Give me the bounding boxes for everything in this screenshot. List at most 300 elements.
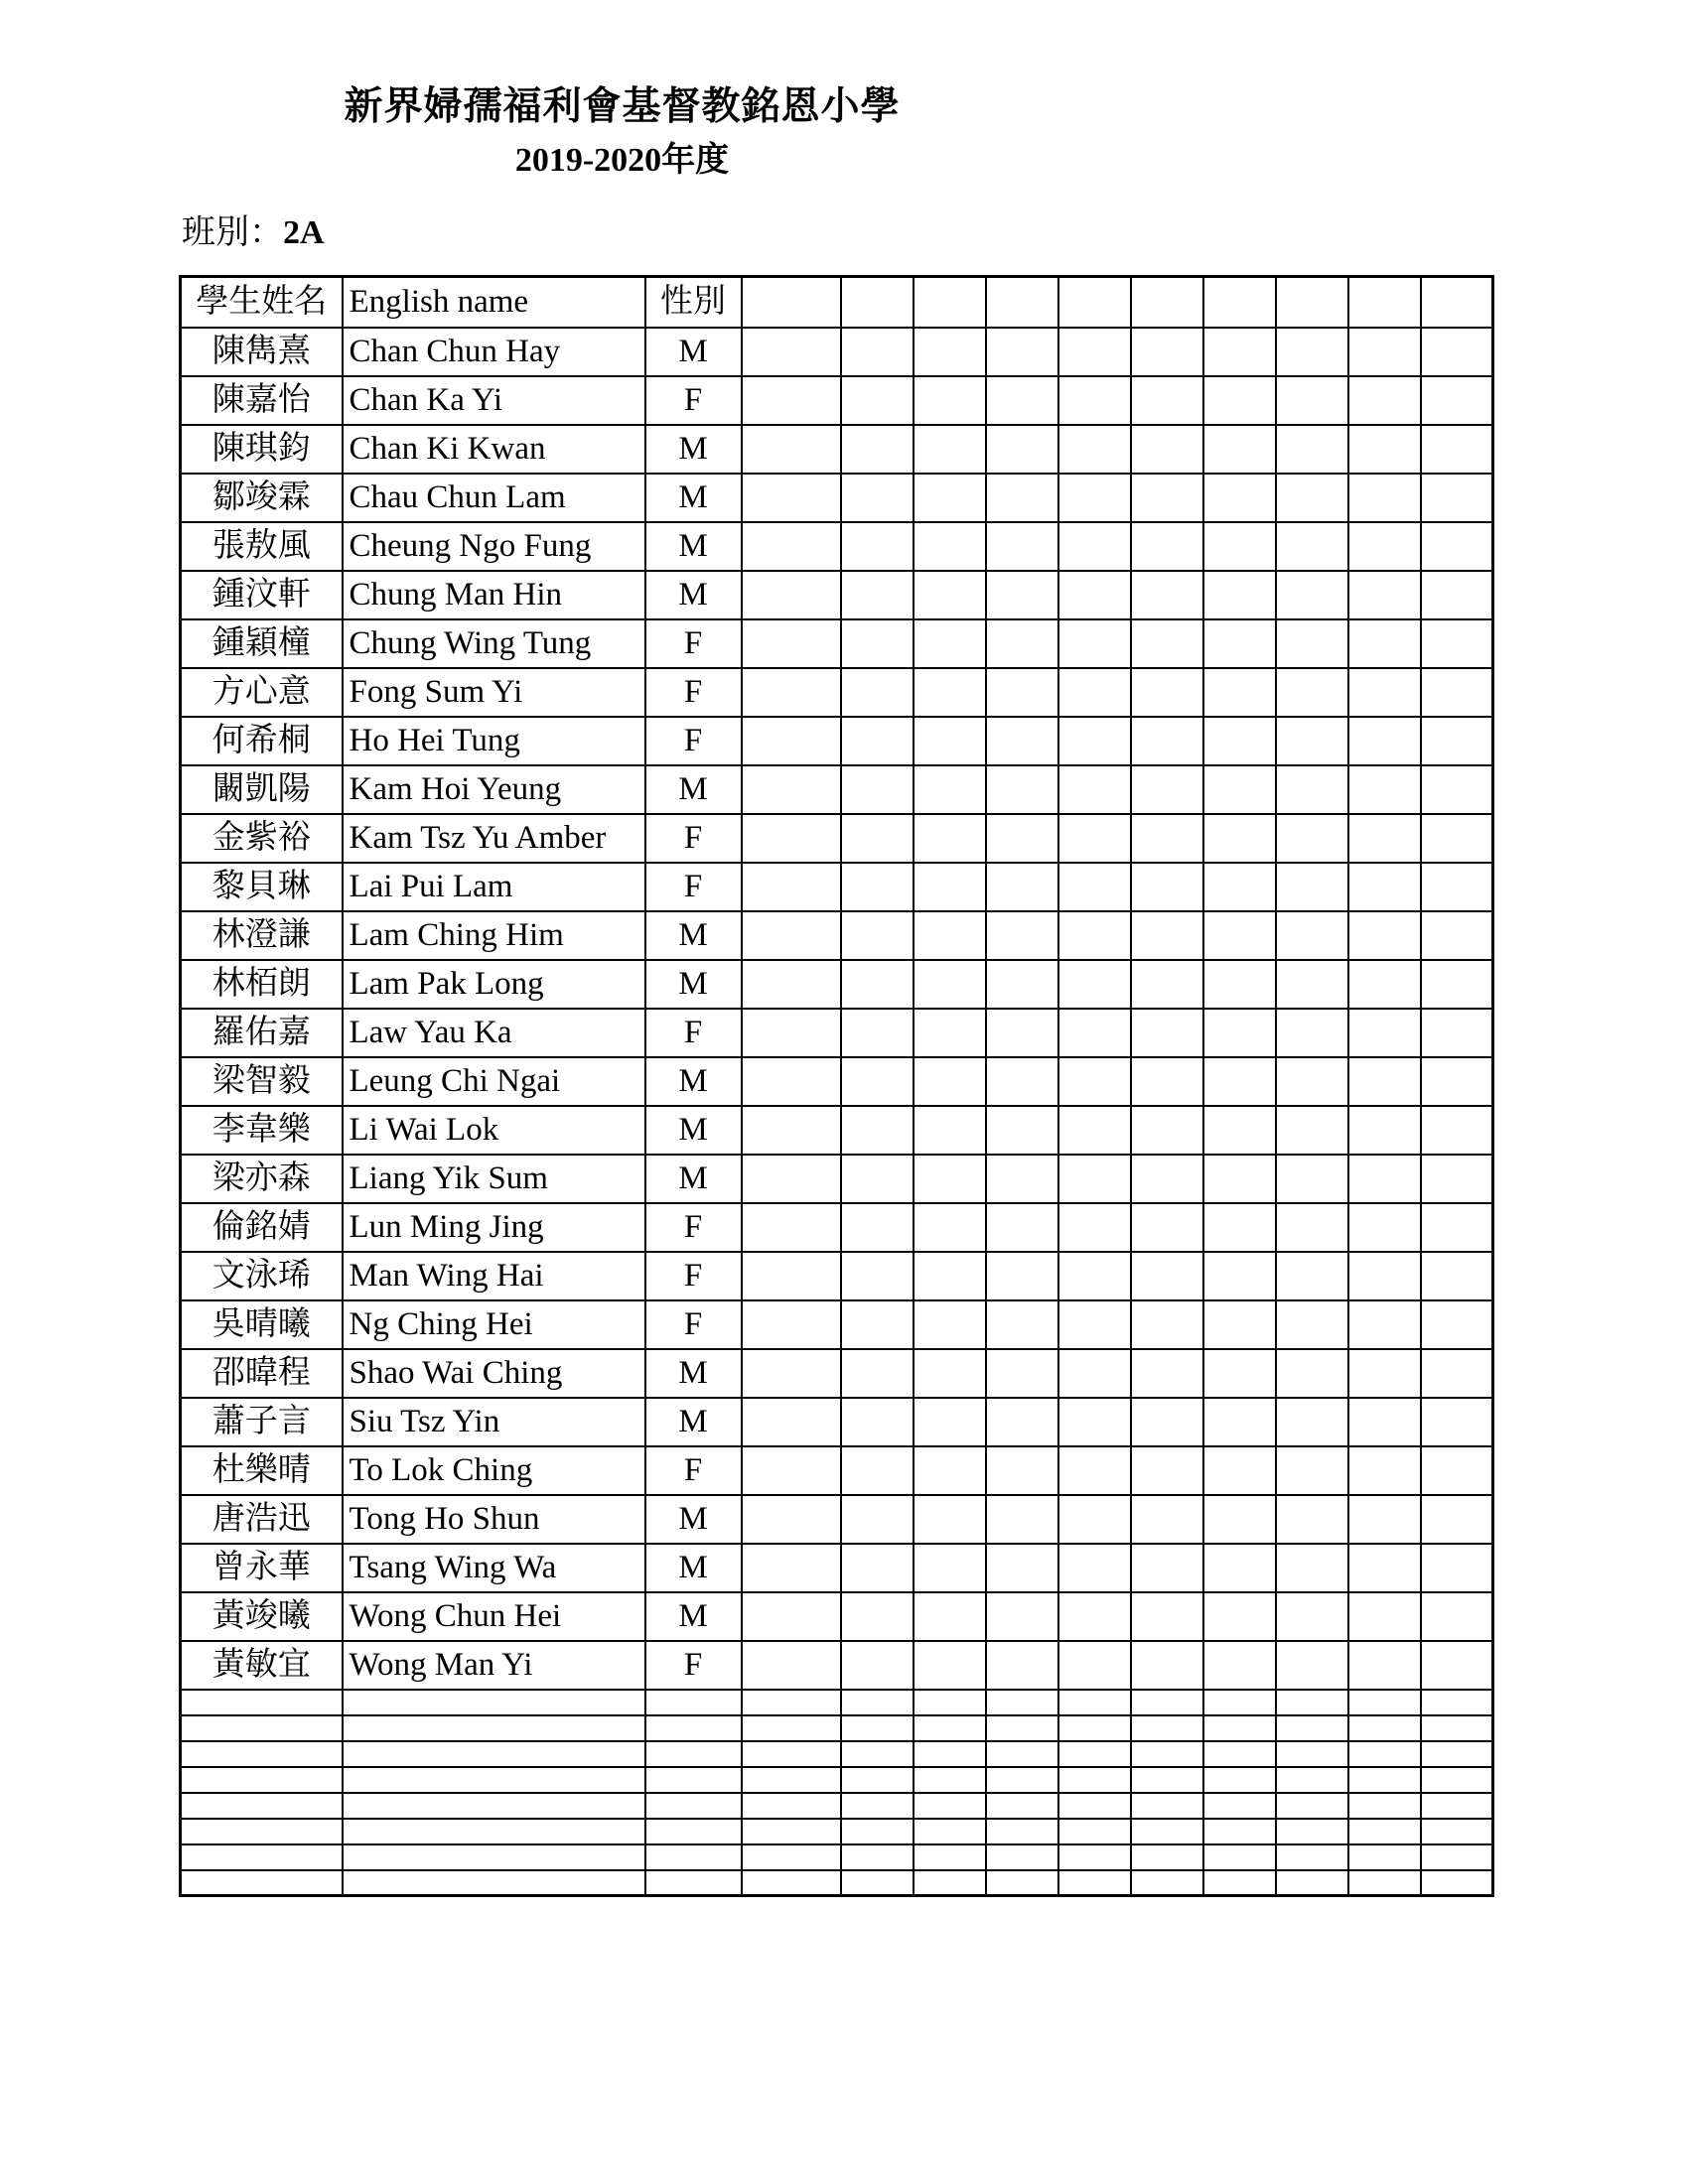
blank-cell <box>1348 1446 1421 1495</box>
blank-cell <box>986 911 1058 960</box>
chinese-name-cell: 唐浩迅 <box>181 1495 343 1544</box>
blank-cell <box>742 619 841 668</box>
student-row <box>181 1203 1493 1252</box>
gender-cell: M <box>645 960 742 1009</box>
blank-cell <box>914 1106 986 1155</box>
student-row <box>181 1252 1493 1300</box>
blank-cell <box>1421 814 1493 863</box>
blank-cell <box>742 1819 841 1844</box>
header-blank-cell <box>1203 277 1276 328</box>
blank-cell <box>1131 1349 1203 1398</box>
blank-cell <box>986 1767 1058 1793</box>
blank-cell <box>914 1300 986 1349</box>
blank-cell <box>1058 863 1131 911</box>
chinese-name-cell: 杜樂晴 <box>181 1446 343 1495</box>
blank-cell <box>841 1544 914 1592</box>
blank-cell <box>181 1715 343 1741</box>
blank-cell <box>1421 668 1493 717</box>
blank-cell <box>986 1155 1058 1203</box>
header-blank-cell <box>1276 277 1348 328</box>
blank-cell <box>1421 1446 1493 1495</box>
blank-cell <box>742 571 841 619</box>
blank-cell <box>1203 1793 1276 1819</box>
gender-cell: M <box>645 1349 742 1398</box>
gender-cell: M <box>645 1057 742 1106</box>
gender-cell: F <box>645 717 742 765</box>
student-row <box>181 1495 1493 1544</box>
blank-cell <box>645 1690 742 1715</box>
header-chinese-name: 學生姓名 <box>181 277 343 328</box>
blank-cell <box>1421 328 1493 376</box>
blank-cell <box>986 376 1058 425</box>
blank-cell <box>1131 1155 1203 1203</box>
student-row <box>181 668 1493 717</box>
student-row <box>181 1057 1493 1106</box>
blank-cell <box>1276 717 1348 765</box>
english-name-cell: To Lok Ching <box>343 1446 645 1495</box>
english-name-cell: Kam Tsz Yu Amber <box>343 814 645 863</box>
blank-cell <box>1348 328 1421 376</box>
blank-cell <box>914 1252 986 1300</box>
blank-cell <box>181 1870 343 1896</box>
blank-cell <box>1203 1009 1276 1057</box>
blank-cell <box>914 1793 986 1819</box>
blank-cell <box>914 1203 986 1252</box>
blank-cell <box>841 1009 914 1057</box>
gender-cell: M <box>645 1544 742 1592</box>
blank-cell <box>1131 522 1203 571</box>
blank-cell <box>1348 1398 1421 1446</box>
blank-cell <box>1131 1252 1203 1300</box>
gender-cell: M <box>645 522 742 571</box>
blank-cell <box>1348 717 1421 765</box>
blank-cell <box>1421 1203 1493 1252</box>
english-name-cell: Chan Ka Yi <box>343 376 645 425</box>
student-row <box>181 1349 1493 1398</box>
blank-cell <box>914 522 986 571</box>
blank-cell <box>1203 1252 1276 1300</box>
blank-cell <box>742 328 841 376</box>
gender-cell: F <box>645 1203 742 1252</box>
blank-cell <box>1348 1155 1421 1203</box>
blank-cell <box>1276 425 1348 474</box>
blank-cell <box>841 1819 914 1844</box>
blank-cell <box>1131 1398 1203 1446</box>
blank-cell <box>1203 1741 1276 1767</box>
blank-cell <box>986 1252 1058 1300</box>
blank-cell <box>343 1690 645 1715</box>
blank-cell <box>1058 1252 1131 1300</box>
blank-cell <box>742 814 841 863</box>
gender-cell: M <box>645 1495 742 1544</box>
english-name-cell: Kam Hoi Yeung <box>343 765 645 814</box>
blank-cell <box>1058 960 1131 1009</box>
blank-cell <box>1131 1741 1203 1767</box>
english-name-cell: Shao Wai Ching <box>343 1349 645 1398</box>
blank-cell <box>1421 522 1493 571</box>
blank-cell <box>1421 1870 1493 1896</box>
blank-cell <box>986 668 1058 717</box>
blank-cell <box>1276 668 1348 717</box>
blank-cell <box>841 474 914 522</box>
blank-cell <box>1131 474 1203 522</box>
blank-cell <box>1276 911 1348 960</box>
blank-cell <box>1131 1715 1203 1741</box>
blank-cell <box>914 1398 986 1446</box>
student-row <box>181 1446 1493 1495</box>
blank-cell <box>1421 1155 1493 1203</box>
blank-cell <box>1276 1819 1348 1844</box>
blank-cell <box>1276 1741 1348 1767</box>
title-block <box>179 85 1065 179</box>
student-row <box>181 619 1493 668</box>
student-row <box>181 328 1493 376</box>
blank-cell <box>1203 1870 1276 1896</box>
blank-cell <box>841 1641 914 1690</box>
blank-cell <box>986 1446 1058 1495</box>
blank-cell <box>742 474 841 522</box>
student-row <box>181 911 1493 960</box>
blank-cell <box>986 960 1058 1009</box>
blank-cell <box>1421 1819 1493 1844</box>
blank-cell <box>1058 1203 1131 1252</box>
blank-cell <box>1421 765 1493 814</box>
blank-cell <box>986 522 1058 571</box>
chinese-name-cell: 金紫裕 <box>181 814 343 863</box>
blank-cell <box>1131 1446 1203 1495</box>
blank-cell <box>1131 1690 1203 1715</box>
blank-cell <box>1058 1819 1131 1844</box>
blank-cell <box>1058 1741 1131 1767</box>
gender-cell: F <box>645 1252 742 1300</box>
chinese-name-cell: 闞凱陽 <box>181 765 343 814</box>
blank-cell <box>986 1009 1058 1057</box>
blank-cell <box>1348 911 1421 960</box>
blank-cell <box>986 1495 1058 1544</box>
student-row <box>181 717 1493 765</box>
blank-cell <box>1131 1203 1203 1252</box>
student-row <box>181 522 1493 571</box>
blank-cell <box>1203 619 1276 668</box>
blank-cell <box>1348 1592 1421 1641</box>
chinese-name-cell: 邵暐程 <box>181 1349 343 1398</box>
blank-cell <box>1131 1767 1203 1793</box>
blank-cell <box>986 765 1058 814</box>
blank-cell <box>1131 911 1203 960</box>
student-row <box>181 1009 1493 1057</box>
blank-cell <box>742 1009 841 1057</box>
blank-cell <box>343 1741 645 1767</box>
blank-cell <box>1203 863 1276 911</box>
english-name-cell: Man Wing Hai <box>343 1252 645 1300</box>
blank-cell <box>986 1690 1058 1715</box>
blank-cell <box>914 814 986 863</box>
blank-cell <box>1348 1009 1421 1057</box>
english-name-cell: Chan Chun Hay <box>343 328 645 376</box>
blank-cell <box>986 1819 1058 1844</box>
blank-cell <box>742 1544 841 1592</box>
blank-cell <box>343 1819 645 1844</box>
blank-cell <box>914 1009 986 1057</box>
blank-cell <box>1058 1844 1131 1870</box>
blank-cell <box>1421 619 1493 668</box>
english-name-cell: Law Yau Ka <box>343 1009 645 1057</box>
blank-cell <box>986 1300 1058 1349</box>
blank-cell <box>1203 328 1276 376</box>
blank-cell <box>742 1349 841 1398</box>
blank-cell <box>1058 1349 1131 1398</box>
blank-cell <box>1276 1203 1348 1252</box>
blank-cell <box>742 1300 841 1349</box>
blank-cell <box>986 1106 1058 1155</box>
blank-cell <box>742 425 841 474</box>
blank-cell <box>841 668 914 717</box>
blank-cell <box>181 1819 343 1844</box>
blank-cell <box>1203 1767 1276 1793</box>
blank-cell <box>1421 1349 1493 1398</box>
english-name-cell: Liang Yik Sum <box>343 1155 645 1203</box>
blank-cell <box>1058 1495 1131 1544</box>
blank-cell <box>986 1349 1058 1398</box>
gender-cell: M <box>645 765 742 814</box>
blank-cell <box>1058 1057 1131 1106</box>
blank-cell <box>1203 376 1276 425</box>
blank-cell <box>841 425 914 474</box>
blank-cell <box>1276 619 1348 668</box>
english-name-cell: Lai Pui Lam <box>343 863 645 911</box>
header-blank-cell <box>1348 277 1421 328</box>
english-name-cell: Chung Wing Tung <box>343 619 645 668</box>
blank-cell <box>742 863 841 911</box>
blank-cell <box>1058 668 1131 717</box>
blank-cell <box>1348 1203 1421 1252</box>
blank-cell <box>1203 1495 1276 1544</box>
blank-cell <box>1203 960 1276 1009</box>
blank-cell <box>1131 814 1203 863</box>
blank-cell <box>1203 1300 1276 1349</box>
blank-cell <box>1276 960 1348 1009</box>
student-row <box>181 863 1493 911</box>
student-row <box>181 1106 1493 1155</box>
blank-cell <box>1421 376 1493 425</box>
blank-cell <box>914 1870 986 1896</box>
blank-cell <box>986 1641 1058 1690</box>
blank-cell <box>914 1155 986 1203</box>
blank-cell <box>1421 425 1493 474</box>
header-row <box>181 277 1493 328</box>
header-gender: 性別 <box>645 277 742 328</box>
blank-cell <box>986 1715 1058 1741</box>
blank-cell <box>1348 1106 1421 1155</box>
blank-cell <box>1421 1252 1493 1300</box>
blank-cell <box>1348 1300 1421 1349</box>
blank-cell <box>742 1495 841 1544</box>
blank-cell <box>1131 1844 1203 1870</box>
blank-cell <box>742 1844 841 1870</box>
blank-cell <box>986 1741 1058 1767</box>
chinese-name-cell: 黃竣曦 <box>181 1592 343 1641</box>
blank-cell <box>986 1398 1058 1446</box>
blank-cell <box>1348 1252 1421 1300</box>
blank-cell <box>914 1057 986 1106</box>
blank-cell <box>1058 1300 1131 1349</box>
blank-cell <box>1276 522 1348 571</box>
blank-cell <box>841 1398 914 1446</box>
blank-cell <box>1058 328 1131 376</box>
blank-cell <box>914 376 986 425</box>
blank-cell <box>986 1544 1058 1592</box>
blank-cell <box>1203 474 1276 522</box>
gender-cell: M <box>645 425 742 474</box>
blank-cell <box>1058 1544 1131 1592</box>
blank-cell <box>914 425 986 474</box>
blank-cell <box>1421 717 1493 765</box>
blank-cell <box>986 328 1058 376</box>
english-name-cell: Chan Ki Kwan <box>343 425 645 474</box>
blank-cell <box>1058 1767 1131 1793</box>
blank-row <box>181 1819 1493 1844</box>
chinese-name-cell: 方心意 <box>181 668 343 717</box>
blank-cell <box>1203 1398 1276 1446</box>
blank-cell <box>914 717 986 765</box>
blank-cell <box>914 863 986 911</box>
blank-cell <box>742 960 841 1009</box>
blank-cell <box>742 1203 841 1252</box>
blank-cell <box>1276 1009 1348 1057</box>
english-name-cell: Wong Chun Hei <box>343 1592 645 1641</box>
blank-cell <box>1058 1446 1131 1495</box>
english-name-cell: Leung Chi Ngai <box>343 1057 645 1106</box>
blank-cell <box>986 1057 1058 1106</box>
blank-cell <box>1421 863 1493 911</box>
blank-cell <box>1276 571 1348 619</box>
blank-cell <box>1276 328 1348 376</box>
blank-cell <box>1421 1398 1493 1446</box>
blank-cell <box>1058 1641 1131 1690</box>
chinese-name-cell: 黃敏宜 <box>181 1641 343 1690</box>
blank-cell <box>914 1495 986 1544</box>
student-row <box>181 1155 1493 1203</box>
gender-cell: F <box>645 863 742 911</box>
blank-cell <box>1131 765 1203 814</box>
blank-cell <box>1276 765 1348 814</box>
blank-cell <box>841 1057 914 1106</box>
blank-cell <box>1421 1106 1493 1155</box>
chinese-name-cell: 林栢朗 <box>181 960 343 1009</box>
blank-cell <box>1058 1009 1131 1057</box>
blank-cell <box>742 1398 841 1446</box>
blank-cell <box>1348 1057 1421 1106</box>
blank-cell <box>1348 1819 1421 1844</box>
blank-cell <box>841 1300 914 1349</box>
blank-cell <box>742 1057 841 1106</box>
chinese-name-cell: 張敖風 <box>181 522 343 571</box>
blank-cell <box>1131 1106 1203 1155</box>
blank-cell <box>1421 1690 1493 1715</box>
chinese-name-cell: 文泳琋 <box>181 1252 343 1300</box>
blank-cell <box>1421 1767 1493 1793</box>
blank-cell <box>1421 1592 1493 1641</box>
blank-cell <box>1203 425 1276 474</box>
blank-cell <box>1276 1844 1348 1870</box>
blank-cell <box>914 1641 986 1690</box>
english-name-cell: Chau Chun Lam <box>343 474 645 522</box>
blank-cell <box>1203 1715 1276 1741</box>
blank-cell <box>986 863 1058 911</box>
blank-cell <box>841 911 914 960</box>
blank-cell <box>841 1793 914 1819</box>
english-name-cell: Lam Pak Long <box>343 960 645 1009</box>
blank-cell <box>1276 1715 1348 1741</box>
blank-cell <box>1276 814 1348 863</box>
gender-cell: M <box>645 474 742 522</box>
blank-cell <box>914 474 986 522</box>
blank-cell <box>841 1844 914 1870</box>
blank-cell <box>914 1690 986 1715</box>
blank-cell <box>914 765 986 814</box>
student-row <box>181 1398 1493 1446</box>
gender-cell: M <box>645 571 742 619</box>
blank-cell <box>1276 1690 1348 1715</box>
blank-cell <box>1058 1592 1131 1641</box>
blank-cell <box>1131 1495 1203 1544</box>
student-row <box>181 474 1493 522</box>
blank-cell <box>1058 765 1131 814</box>
chinese-name-cell: 羅佑嘉 <box>181 1009 343 1057</box>
blank-cell <box>1131 1057 1203 1106</box>
student-row <box>181 814 1493 863</box>
blank-cell <box>1421 1793 1493 1819</box>
blank-cell <box>1203 1592 1276 1641</box>
blank-cell <box>645 1767 742 1793</box>
blank-cell <box>645 1715 742 1741</box>
header-blank-cell <box>1131 277 1203 328</box>
english-name-cell: Wong Man Yi <box>343 1641 645 1690</box>
blank-cell <box>1276 1446 1348 1495</box>
blank-cell <box>1276 1349 1348 1398</box>
english-name-cell: Ng Ching Hei <box>343 1300 645 1349</box>
gender-cell: M <box>645 1106 742 1155</box>
blank-cell <box>1348 376 1421 425</box>
student-row <box>181 1592 1493 1641</box>
blank-cell <box>645 1819 742 1844</box>
header-blank-cell <box>742 277 841 328</box>
student-row <box>181 376 1493 425</box>
blank-cell <box>1276 474 1348 522</box>
blank-cell <box>1276 1767 1348 1793</box>
blank-cell <box>645 1844 742 1870</box>
blank-cell <box>1276 1252 1348 1300</box>
chinese-name-cell: 倫銘婧 <box>181 1203 343 1252</box>
blank-cell <box>742 1155 841 1203</box>
blank-cell <box>986 571 1058 619</box>
gender-cell: F <box>645 376 742 425</box>
blank-cell <box>1348 1767 1421 1793</box>
chinese-name-cell: 鍾穎橦 <box>181 619 343 668</box>
blank-cell <box>841 1767 914 1793</box>
blank-cell <box>1058 619 1131 668</box>
blank-cell <box>1276 1057 1348 1106</box>
blank-cell <box>742 911 841 960</box>
blank-row <box>181 1844 1493 1870</box>
english-name-cell: Chung Man Hin <box>343 571 645 619</box>
blank-cell <box>914 1592 986 1641</box>
blank-cell <box>1203 1641 1276 1690</box>
chinese-name-cell: 蕭子言 <box>181 1398 343 1446</box>
blank-cell <box>1058 376 1131 425</box>
blank-cell <box>1421 1300 1493 1349</box>
english-name-cell: Li Wai Lok <box>343 1106 645 1155</box>
